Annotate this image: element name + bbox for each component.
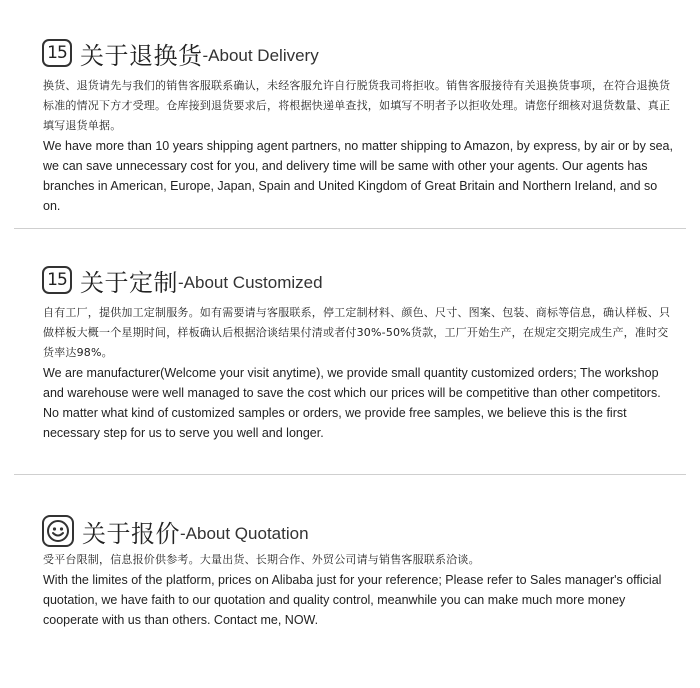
title-english: -About Delivery <box>202 46 319 65</box>
text-english: We have more than 10 years shipping agent partners, no matter shipping to Amazon, by express, by air or by sea, we can save unnecessary cost for you, and delivery time will be same with other your agents. Our agents has branches in American, Europe, Japan, Spain and United Kingdom of Great Britain and Northern Ireland, and so on. <box>43 139 673 213</box>
text-english: With the limites of the platform, prices on Alibaba just for your reference; Please refer to Sales manager's official quotation, we have faith to our quotation and quality control, meanwhile you can make much more money cooperate with us than others. Contact me, NOW. <box>43 573 662 627</box>
section-title <box>42 36 319 70</box>
title-english: -About Customized <box>178 273 323 292</box>
divider <box>14 474 686 475</box>
section-body <box>43 76 673 216</box>
title-chinese: 关于报价 <box>82 519 180 548</box>
title-english: -About Quotation <box>180 524 309 543</box>
text-english: We are manufacturer(Welcome your visit anytime), we provide small quantity customized orders; The workshop and warehouse were well managed to save the cost which our prices will be competitive than other competitors. No matter what kind of customized samples or orders, we provide free samples, we believe this is the first necessary step for us to serve you well and longer. <box>43 366 661 440</box>
number-badge: 15 <box>42 39 72 67</box>
text-chinese: 换货、退货请先与我们的销售客服联系确认，未经客服允许自行脱货我司将拒收。销售客服接待有关退换货事项，在符合退换货标准的情况下方才受理。仓库接到退货要求后，将根据快递单查找，如填写不明者予以拒收处理。请您仔细核对退货数量、真正填写退货单据。 <box>43 79 671 132</box>
title-chinese: 关于退换货 <box>80 41 203 70</box>
divider <box>14 228 686 229</box>
text-chinese: 受平台限制，信息报价供参考。大量出货、长期合作、外贸公司请与销售客服联系洽谈。 <box>43 553 480 566</box>
section-body <box>43 550 673 630</box>
title-chinese: 关于定制 <box>80 268 178 297</box>
section-title <box>42 263 323 297</box>
text-chinese: 自有工厂，提供加工定制服务。如有需要请与客服联系，停工定制材料、颜色、尺寸、图案、包装、商标等信息，确认样板、只做样板大概一个星期时间，样板确认后根据洽谈结果付清或者付30%-50%货款，工厂开始生产，在规定交期完成生产，准时交货率达98%。 <box>43 306 671 359</box>
section-body <box>43 303 673 443</box>
smiley-icon <box>42 515 74 547</box>
section-title <box>42 514 309 548</box>
number-badge: 15 <box>42 266 72 294</box>
